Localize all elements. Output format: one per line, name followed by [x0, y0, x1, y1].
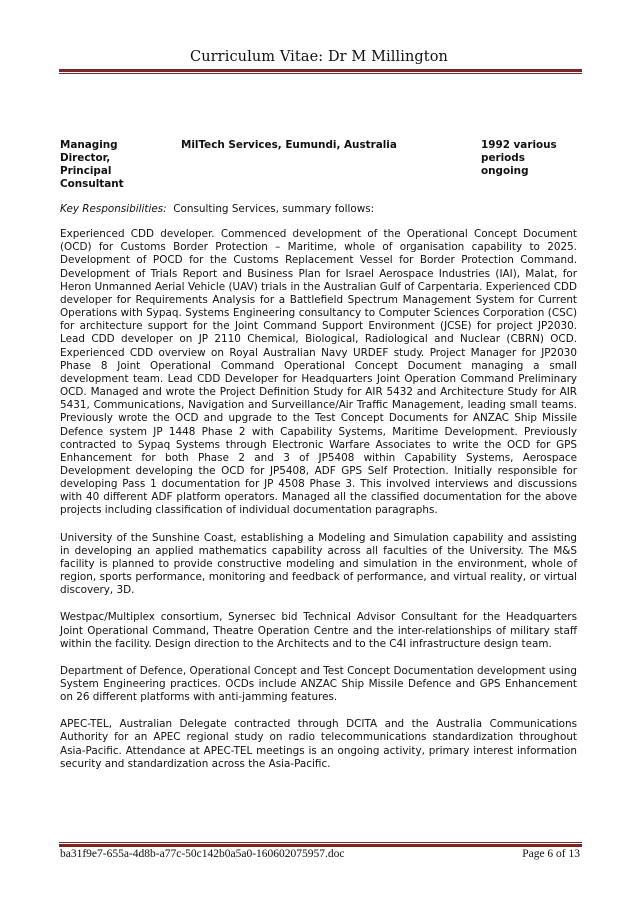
- page-header-title: Curriculum Vitae: Dr M Millington: [190, 49, 448, 65]
- paragraph-apec-tel: APEC-TEL, Australian Delegate contracted through DCITA and the Australia Communications Authority for an APEC regional study on radio telecommunications standardization throughout Asia-Pacific. Attendance at APEC-TEL meetings is an ongoing activity, primary interest information security and standardization across the Asia-Pacific.: [60, 718, 577, 770]
- role-organisation: MilTech Services, Eumundi, Australia: [181, 139, 397, 151]
- footer-page-number: Page 6 of 13: [522, 848, 580, 860]
- paragraph-westpac: Westpac/Multiplex consortium, Synersec bid Technical Advisor Consultant for the Headquarters Joint Operational Command, Theatre Operation Centre and the inter-relationships of military staff within the facility. Design direction to the Architects and to the C4I infrastructure design team.: [60, 611, 577, 650]
- role-dates-line: periods: [481, 152, 525, 165]
- paragraph-cdd-experience: Experienced CDD developer. Commenced development of the Operational Concept Document (OCD) for Customs Border Protection – Maritime, whole of organisation capability to 2025. Development of POCD for the Customs Replacement Vessel for Border Protection Command. Development of Trials Report and Business Plan for Israel Aerospace Industries (IAI), Malat, for Heron Unmanned Aerial Vehicle (UAV) trials in the Australian Gulf of Carpentaria. Experienced CDD developer for Requirements Analysis for a Battlefield Spectrum Management System for Current Operations with Sypaq. Systems Engineering consultancy to Computer Sciences Corporation (CSC) for architecture support for the Joint Command Support Environment (JCSE) for project JP2030. Lead CDD developer on JP 2110 Chemical, Biological, Radiological and Nuclear (CBRN) OCD. Experienced CDD overview on Royal Australian Navy URDEF study. Project Manager for JP2030 Phase 8 Joint Operational Command Operational Concept Document managing a small development team. Lead CDD Developer for Headquarters Joint Operation Command Preliminary OCD. Managed and wrote the Project Definition Study for AIR 5432 and Architecture Study for AIR 5431, Communications, Navigation and Surveillance/Air Traffic Management, leading small teams. Previously wrote the OCD and upgrade to the Test Concept Documents for ANZAC Ship Missile Defence system JP 1448 Phase 2 with Capability Systems, Maritime Development. Previously contracted to Sypaq Systems through Electronic Warfare Associates to write the OCD for GPS Enhancement for both Phase 2 and 3 of JP5408 within Capability Systems, Aerospace Development developing the OCD for JP5408, ADF GPS Self Protection. Initially responsible for developing Pass 1 documentation for JP 4508 Phase 3. This involved interviews and discussions with 40 different ADF platform operators. Managed all the classified documentation for the above projects including classification of individual documentation paragraphs.: [60, 228, 577, 517]
- document-body: [60, 139, 577, 771]
- role-dates-line: ongoing: [481, 165, 529, 178]
- role-title: [60, 139, 160, 192]
- header-rule: [59, 69, 582, 74]
- paragraph-defence: Department of Defence, Operational Concept and Test Concept Documentation development using System Engineering practices. OCDs include ANZAC Ship Missile Defence and GPS Enhancement on 26 different platforms with anti-jamming features.: [60, 664, 577, 704]
- role-entry: [60, 139, 577, 192]
- key-responsibilities: [60, 203, 577, 216]
- role-title-line: Consultant: [60, 178, 124, 191]
- role-dates: [481, 139, 581, 178]
- role-title-line: Principal: [60, 165, 112, 178]
- paragraph-sunshine-coast: University of the Sunshine Coast, establishing a Modeling and Simulation capability and assisting in developing an applied mathematics capability across all faculties of the University. The M&S facility is planned to provide constructive modeling and simulation in the environment, whole of region, sports performance, monitoring and feedback of performance, and virtual reality, or virtual discovery, 3D.: [60, 531, 577, 597]
- role-title-line: Managing: [60, 139, 118, 151]
- footer-filename: ba31f9e7-655a-4d8b-a77c-50c142b0a5a0-160602075957.doc: [60, 848, 345, 860]
- role-dates-line: 1992 various: [481, 139, 557, 151]
- footer-rule: [59, 842, 582, 847]
- role-title-line: Director,: [60, 152, 111, 165]
- key-responsibilities-text: Consulting Services, summary follows:: [173, 203, 375, 215]
- key-responsibilities-label: Key Responsibilities:: [60, 203, 167, 215]
